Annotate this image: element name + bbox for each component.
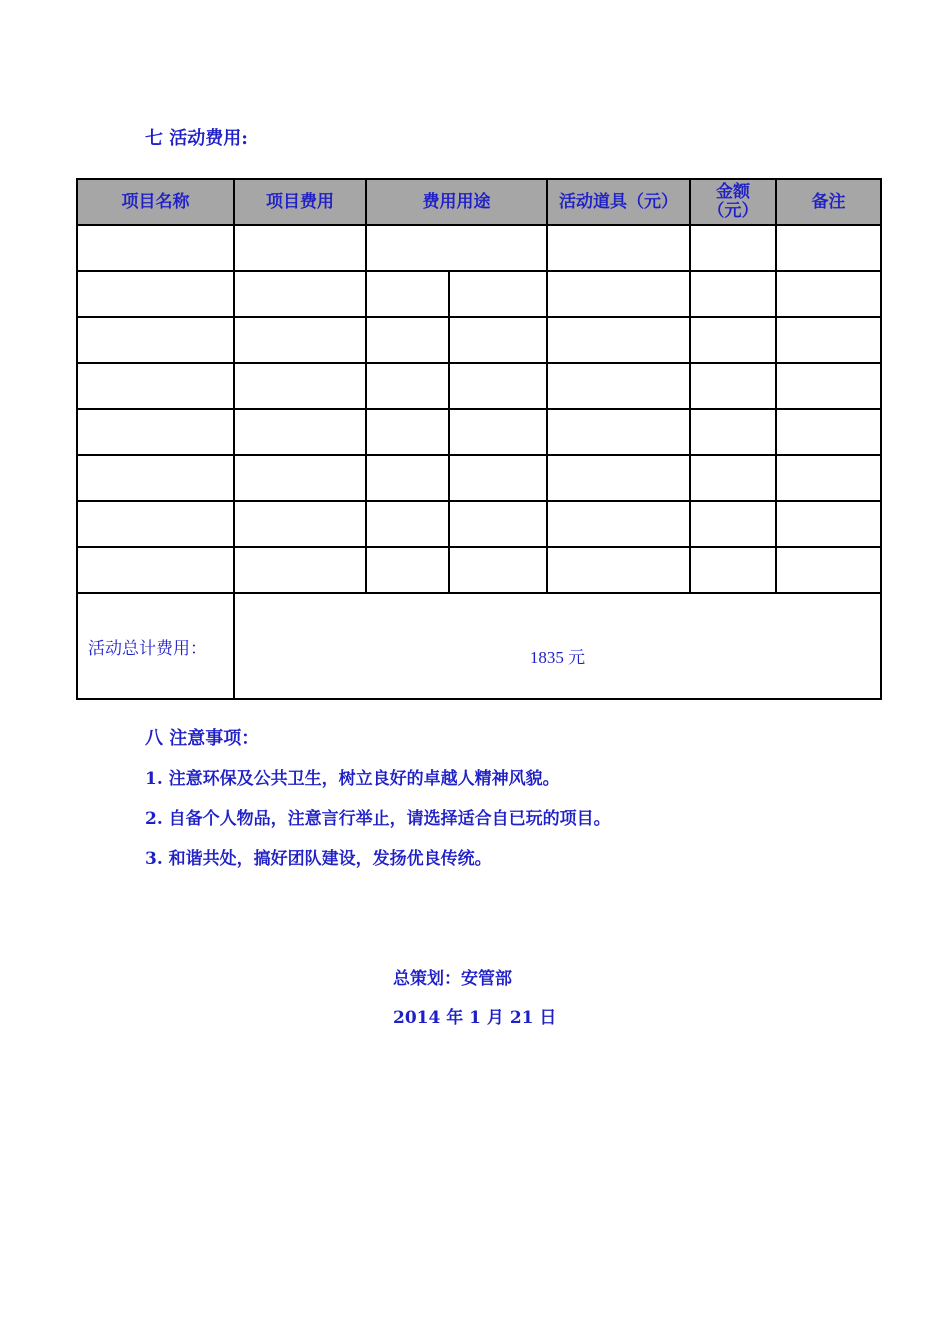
table-cell xyxy=(366,409,449,455)
table-header-row xyxy=(77,179,881,225)
table-cell xyxy=(547,547,690,593)
table-row xyxy=(77,363,881,409)
table-cell xyxy=(776,547,881,593)
table-cell xyxy=(449,271,547,317)
table-row xyxy=(77,455,881,501)
header-amount: 金额 （元） xyxy=(690,179,776,225)
header-cost-usage: 费用用途 xyxy=(366,179,547,225)
table-cell xyxy=(449,317,547,363)
table-cell xyxy=(690,363,776,409)
section-7-title: 七 活动费用: xyxy=(145,128,248,149)
table-cell xyxy=(234,271,366,317)
header-props: 活动道具（元） xyxy=(547,179,690,225)
total-cost-value: 1835 元 xyxy=(234,593,881,699)
table-cell xyxy=(77,225,234,271)
note-item-2: 2. 自备个人物品，注意言行举止，请选择适合自已玩的项目。 xyxy=(145,809,611,829)
table-total-row xyxy=(77,593,881,699)
table-cell xyxy=(449,547,547,593)
table-cell xyxy=(690,547,776,593)
table-cell xyxy=(690,409,776,455)
table-row xyxy=(77,547,881,593)
table-cell xyxy=(776,271,881,317)
table-cell xyxy=(234,501,366,547)
table-cell xyxy=(776,363,881,409)
table-cell xyxy=(776,501,881,547)
table-cell xyxy=(77,455,234,501)
table-cell xyxy=(234,363,366,409)
table-cell xyxy=(690,501,776,547)
table-row xyxy=(77,501,881,547)
table-cell xyxy=(77,317,234,363)
table-cell xyxy=(366,317,449,363)
table-cell xyxy=(449,455,547,501)
signature-date: 2014 年 1 月 21 日 xyxy=(393,1008,557,1028)
note-item-3: 3. 和谐共处，搞好团队建设，发扬优良传统。 xyxy=(145,849,492,869)
table-cell xyxy=(547,317,690,363)
expense-table xyxy=(76,178,882,700)
table-cell xyxy=(690,271,776,317)
table-row xyxy=(77,317,881,363)
table-cell xyxy=(234,317,366,363)
table-cell xyxy=(776,455,881,501)
table-cell xyxy=(547,363,690,409)
table-cell xyxy=(366,455,449,501)
table-cell xyxy=(449,409,547,455)
table-cell xyxy=(547,409,690,455)
table-cell xyxy=(77,409,234,455)
table-row xyxy=(77,271,881,317)
table-cell xyxy=(366,363,449,409)
total-cost-label: 活动总计费用： xyxy=(77,593,234,699)
table-cell xyxy=(366,225,547,271)
table-cell xyxy=(547,501,690,547)
table-cell xyxy=(77,271,234,317)
table-cell xyxy=(547,225,690,271)
table-row xyxy=(77,409,881,455)
table-cell xyxy=(449,363,547,409)
table-cell xyxy=(366,501,449,547)
table-cell xyxy=(366,271,449,317)
table-cell xyxy=(547,455,690,501)
table-cell xyxy=(449,501,547,547)
table-cell xyxy=(77,501,234,547)
table-cell xyxy=(690,225,776,271)
header-remarks: 备注 xyxy=(776,179,881,225)
table-cell xyxy=(234,547,366,593)
table-cell xyxy=(776,225,881,271)
table-cell xyxy=(77,363,234,409)
table-cell xyxy=(234,225,366,271)
table-row xyxy=(77,225,881,271)
table-cell xyxy=(690,317,776,363)
header-project-cost: 项目费用 xyxy=(234,179,366,225)
table-cell xyxy=(776,409,881,455)
table-cell xyxy=(547,271,690,317)
table-cell xyxy=(77,547,234,593)
section-8-title: 八 注意事项： xyxy=(145,728,260,749)
planner-signature: 总策划：安管部 xyxy=(393,969,512,989)
table-cell xyxy=(690,455,776,501)
table-cell xyxy=(776,317,881,363)
table-cell xyxy=(366,547,449,593)
note-item-1: 1. 注意环保及公共卫生，树立良好的卓越人精神风貌。 xyxy=(145,769,560,789)
table-cell xyxy=(234,409,366,455)
header-project-name: 项目名称 xyxy=(77,179,234,225)
table-cell xyxy=(234,455,366,501)
